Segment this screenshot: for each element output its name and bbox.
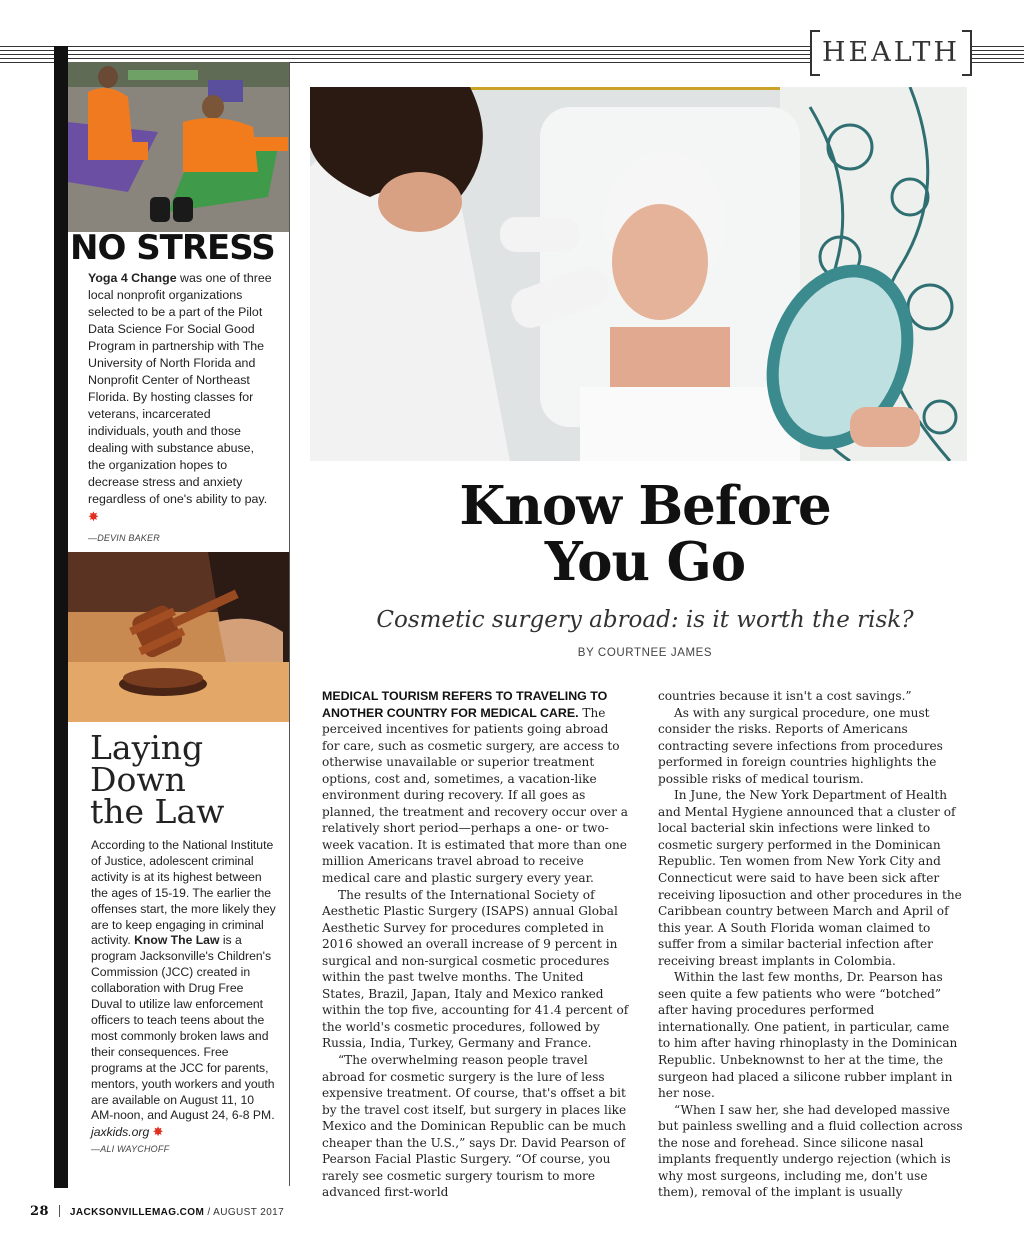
yoga-4-change-name: Yoga 4 Change <box>88 271 177 285</box>
paragraph-text: The perceived incentives for patients going abroad for care, such as cosmetic surgery, are access to otherwise unavailable or superior treatment options, cost and, sometimes, a vacation-like environment during recovery. If all goes as planned, the treatment and recovery occur over a relatively short period—perhaps a one- or two-week vacation. It is estimated that more than one million Americans travel abroad to receive medical care and plastic surgery every year. <box>322 705 628 886</box>
no-stress-title: NO STRESS <box>70 228 275 268</box>
byline: BY COURTNEE JAMES <box>577 647 713 659</box>
article-paragraph: Within the last few months, Dr. Pearson has seen quite a few patients who were “botched” after having procedures performed internationally. One patient, in particular, came to him after having rhinoplasty in the Dominican Republic. Unbeknownst to her at the time, the surgeon had placed a silicone rubber implant in her nose. <box>658 970 958 1101</box>
law-title-line2: Down <box>90 760 186 799</box>
law-text-1: According to the National Institute of Justice, adolescent criminal activity is at its highest between the ages of 15-19. The earlier the offenses start, the more likely they are to keep engaging in criminal activity. <box>91 838 276 948</box>
law-body <box>91 838 276 1158</box>
hero-photo <box>310 87 967 461</box>
lead-in: MEDICAL TOURISM REFERS TO TRAVELING TO ANOTHER COUNTRY FOR MEDICAL CARE. <box>322 689 608 720</box>
law-credit: —ALI WAYCHOFF <box>91 1144 170 1155</box>
no-stress-text: was one of three local nonprofit organizations selected to be a part of the Pilot Data Science For Social Good Program in partnership with The University of North Florida and Nonprofit Center of Northeast Florida. By hosting classes for veterans, incarcerated individuals, youth and those dealing with substance abuse, the organization hopes to decrease stress and anxiety regardless of one's ability to pay. <box>88 271 272 506</box>
gavel-photo <box>68 552 289 722</box>
page-number: 28 <box>30 1204 49 1219</box>
star-icon: ✸ <box>88 509 99 524</box>
footer-issue: / AUGUST 2017 <box>207 1207 285 1218</box>
page-footer <box>30 1204 284 1219</box>
law-title-line1: Laying <box>90 728 204 767</box>
article-headline <box>330 475 960 593</box>
article-deck: Cosmetic surgery abroad: is it worth the risk? <box>376 607 914 633</box>
article-paragraph: In June, the New York Department of Health and Mental Hygiene announced that a cluster of local bacterial skin infections were linked to cosmetic surgery performed in the Dominican Republic. Ten women from New York City and Connecticut were said to have been sick after receiving liposuction and other procedures in the Caribbean country between March and April of this year. A South Florida woman claimed to suffer from a similar bacterial infection after receiving breast implants in Colombia. <box>658 788 962 968</box>
no-stress-credit: —DEVIN BAKER <box>88 533 160 543</box>
laying-down-the-law-title <box>90 728 280 831</box>
footer-divider <box>59 1205 60 1217</box>
headline-line2: You Go <box>544 531 746 593</box>
article-paragraph: countries because it isn't a cost savings.” <box>658 689 912 703</box>
jaxkids-link[interactable]: jaxkids.org <box>91 1125 150 1140</box>
law-text-2: is a program Jacksonville's Children's Commission (JCC) created in collaboration with Drug Free Duval to utilize law enforcement officers to teach teens about the most commonly broken laws and their consequences. Free programs at the JCC for parents, mentors, youth workers and youth are available on August 11, 10 AM-noon, and August 24, 6-8 PM. <box>91 933 275 1123</box>
article-column-2 <box>658 688 965 1201</box>
section-label: HEALTH <box>810 30 972 76</box>
law-title-line3: the Law <box>90 792 225 831</box>
article-paragraph: The results of the International Society of Aesthetic Plastic Surgery (ISAPS) annual Global Aesthetic Survey for procedures completed in 2016 showed an overall increase of 9 percent in surgical and non-surgical cosmetic procedures within the past twelve months. The United States, Brazil, Japan, Italy and Mexico ranked within the top five, accounting for 41.4 percent of the world's cosmetic procedures, followed by Russia, India, Turkey, Germany and France. <box>322 887 629 1051</box>
left-black-bar <box>54 46 68 1188</box>
star-icon: ✸ <box>152 1124 164 1140</box>
no-stress-body <box>88 270 273 547</box>
article-paragraph: “The overwhelming reason people travel abroad for cosmetic surgery is the lure of less expensive treatment. Of course, that's offset a bit by the travel cost itself, but surgery in places like Mexico and the Dominican Republic can be much cheaper than the U.S.,” says Dr. David Pearson of Pearson Facial Plastic Surgery. “Of course, you rarely see cosmetic surgery tourism to more advanced first-world <box>322 1053 627 1200</box>
article-paragraph <box>322 688 629 887</box>
headline-line1: Know Before <box>459 475 831 537</box>
article-paragraph: “When I saw her, she had developed massive but painless swelling and a fluid collection across the nose and forehead. Since silicone nasal implants frequently undergo rejection (which is why most surgeons, including me, don't use them), removal of the implant is usually <box>658 1102 963 1200</box>
article-paragraph: As with any surgical procedure, one must consider the risks. Reports of Americans contracting severe infections from procedures performed in foreign countries highlights the possible risks of medical tourism. <box>658 705 943 786</box>
know-the-law-name: Know The Law <box>134 933 220 948</box>
yoga-photo <box>68 62 289 232</box>
article-column-1 <box>322 688 629 1201</box>
footer-site[interactable]: JACKSONVILLEMAG.COM <box>69 1207 205 1218</box>
